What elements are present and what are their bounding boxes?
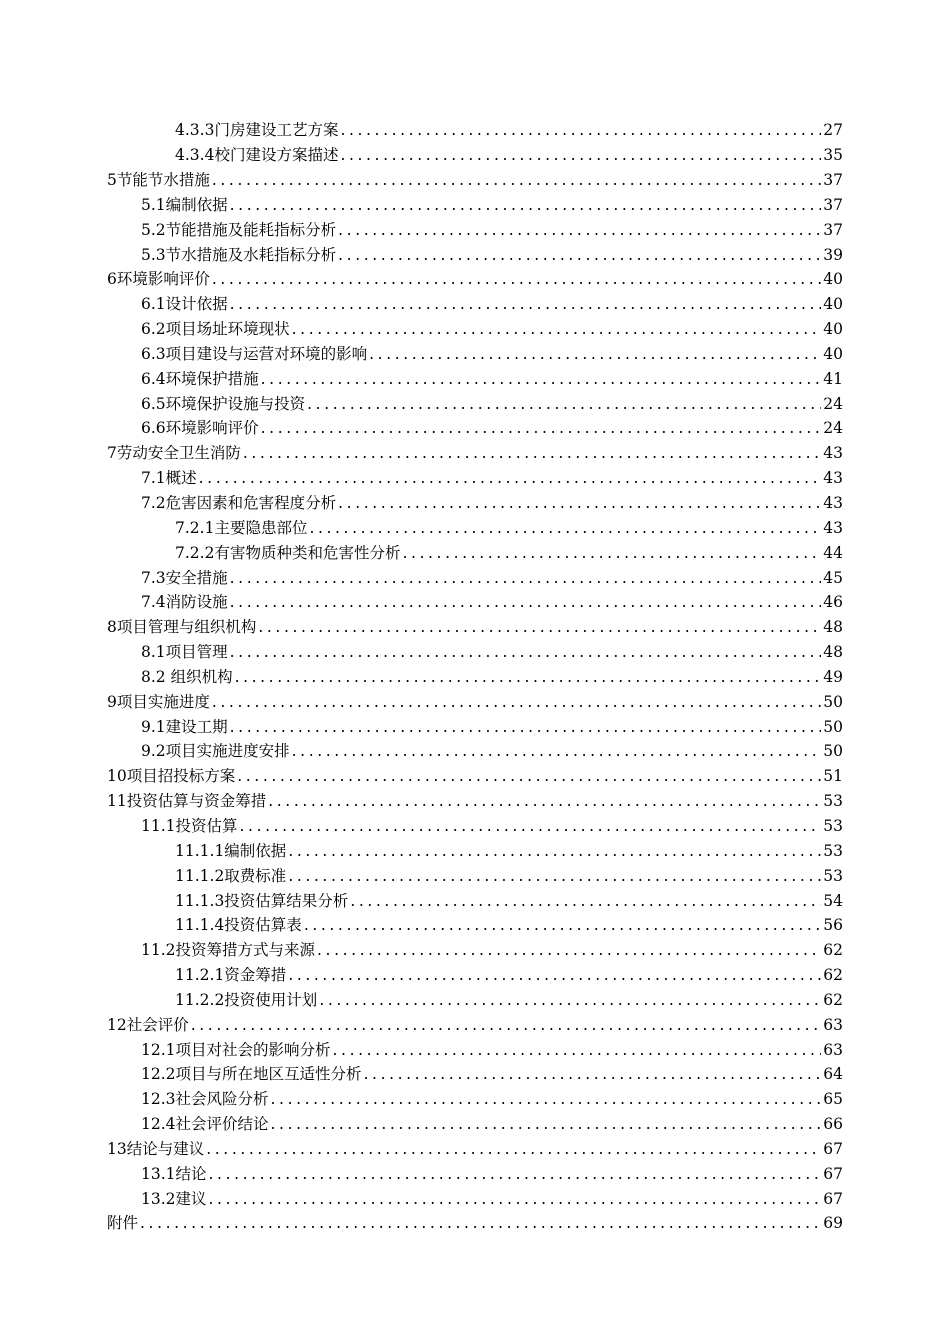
dot-leader [288,869,821,885]
toc-entry-title: 8.1项目管理 [141,643,228,662]
toc-entry-title: 7.1概述 [141,469,197,488]
dot-leader [338,223,821,239]
dot-leader [402,546,821,562]
toc-entry-page-number: 43 [823,518,843,537]
toc-entry-page-number: 53 [823,792,843,811]
toc-entry-title: 11.2.2投资使用计划 [175,990,318,1009]
toc-entry-page-number: 35 [823,146,843,165]
toc-entry-page-number: 27 [823,121,843,140]
toc-entry-title: 5.1编制依据 [141,195,228,214]
dot-leader [258,620,821,636]
toc-entry-page-number: 53 [823,841,843,860]
toc-entry-title: 12.2项目与所在地区互适性分析 [141,1065,362,1084]
toc-entry[interactable] [107,213,843,238]
dot-leader [350,894,821,910]
toc-entry-page-number: 69 [823,1214,843,1233]
toc-entry-title: 6.4环境保护措施 [141,369,259,388]
toc-entry-page-number: 40 [823,270,843,289]
toc-entry-page-number: 62 [823,990,843,1009]
dot-leader [304,918,821,934]
toc-entry-title: 6环境影响评价 [107,270,210,289]
toc-entry[interactable] [107,288,843,313]
toc-entry-page-number: 43 [823,469,843,488]
dot-leader [271,1092,822,1108]
toc-entry-page-number: 37 [823,195,843,214]
toc-entry[interactable] [107,462,843,487]
dot-leader [212,695,821,711]
toc-entry[interactable] [107,238,843,263]
toc-entry-title: 12.1项目对社会的影响分析 [141,1040,331,1059]
toc-entry-page-number: 39 [823,245,843,264]
toc-entry[interactable] [107,313,843,338]
toc-entry-page-number: 51 [823,767,843,786]
toc-entry-title: 11.1投资估算 [141,816,238,835]
dot-leader [338,496,821,512]
toc-entry[interactable] [107,164,843,189]
dot-leader [288,968,821,984]
dot-leader [292,744,822,760]
toc-entry-page-number: 24 [823,419,843,438]
dot-leader [212,272,821,288]
dot-leader [307,397,821,413]
dot-leader [230,595,822,611]
toc-entry-title: 11.1.1编制依据 [175,841,287,860]
toc-entry[interactable] [107,636,843,661]
toc-entry[interactable] [107,1008,843,1033]
toc-entry-page-number: 50 [823,692,843,711]
toc-entry-page-number: 62 [823,941,843,960]
dot-leader [319,993,821,1009]
toc-entry[interactable] [107,661,843,686]
dot-leader [317,943,821,959]
dot-leader [230,198,822,214]
toc-entry-title: 7劳动安全卫生消防 [107,444,241,463]
toc-entry[interactable] [107,1058,843,1083]
toc-entry-page-number: 53 [823,816,843,835]
toc-entry[interactable] [107,611,843,636]
toc-entry-title: 13.1结论 [141,1164,207,1183]
toc-entry-page-number: 65 [823,1090,843,1109]
dot-leader [230,720,822,736]
toc-entry[interactable] [107,735,843,760]
dot-leader [235,670,822,686]
toc-entry-title: 8项目管理与组织机构 [107,618,257,637]
toc-entry[interactable] [107,362,843,387]
dot-leader [271,1117,822,1133]
toc-entry-title: 12.3社会风险分析 [141,1090,269,1109]
toc-entry-title: 4.3.4校门建设方案描述 [175,146,339,165]
dot-leader [309,521,821,537]
toc-entry[interactable] [107,859,843,884]
toc-entry-page-number: 49 [823,667,843,686]
toc-entry-title: 5节能节水措施 [107,171,210,190]
toc-entry[interactable] [107,1182,843,1207]
toc-entry-page-number: 50 [823,742,843,761]
dot-leader [140,1216,821,1232]
toc-entry-title: 10项目招投标方案 [107,767,236,786]
dot-leader [261,372,822,388]
toc-entry[interactable] [107,810,843,835]
toc-entry[interactable] [107,1157,843,1182]
toc-entry-title: 12.4社会评价结论 [141,1115,269,1134]
toc-entry[interactable] [107,884,843,909]
toc-entry-page-number: 48 [823,618,843,637]
toc-entry[interactable] [107,536,843,561]
toc-entry-title: 11.2投资筹措方式与来源 [141,941,316,960]
toc-entry[interactable] [107,1033,843,1058]
toc-entry-title: 11.1.4投资估算表 [175,916,302,935]
toc-entry-page-number: 63 [823,1015,843,1034]
toc-entry[interactable] [107,338,843,363]
toc-entry-title: 7.4消防设施 [141,593,228,612]
dot-leader [212,173,821,189]
toc-entry-title: 4.3.3门房建设工艺方案 [175,121,339,140]
toc-entry[interactable] [107,437,843,462]
dot-leader [240,819,822,835]
toc-entry-title: 9.2项目实施进度安排 [141,742,290,761]
toc-entry[interactable] [107,412,843,437]
toc-entry-page-number: 54 [823,891,843,910]
toc-entry[interactable] [107,487,843,512]
toc-entry-page-number: 53 [823,866,843,885]
toc-entry-page-number: 37 [823,171,843,190]
dot-leader [206,1142,821,1158]
toc-entry-page-number: 67 [823,1164,843,1183]
dot-leader [199,471,822,487]
dot-leader [333,1043,822,1059]
toc-entry-title: 9.1建设工期 [141,717,228,736]
toc-entry-page-number: 37 [823,220,843,239]
toc-entry[interactable] [107,934,843,959]
dot-leader [340,123,821,139]
toc-entry[interactable] [107,1108,843,1133]
toc-entry-title: 7.3安全措施 [141,568,228,587]
dot-leader [340,148,821,164]
toc-entry-title: 11投资估算与资金筹措 [107,792,267,811]
dot-leader [230,571,822,587]
toc-entry[interactable] [107,760,843,785]
toc-entry[interactable] [107,909,843,934]
toc-entry[interactable] [107,834,843,859]
toc-entry-page-number: 24 [823,394,843,413]
toc-entry-page-number: 40 [823,295,843,314]
toc-entry-title: 6.3项目建设与运营对环境的影响 [141,344,368,363]
toc-entry[interactable] [107,263,843,288]
toc-entry-page-number: 50 [823,717,843,736]
dot-leader [364,1067,822,1083]
dot-leader [243,446,821,462]
dot-leader [261,421,822,437]
toc-entry-title: 6.2项目场址环境现状 [141,320,290,339]
toc-entry[interactable] [107,512,843,537]
toc-entry[interactable] [107,685,843,710]
toc-entry[interactable] [107,586,843,611]
toc-entry-page-number: 48 [823,643,843,662]
toc-entry[interactable] [107,984,843,1009]
toc-entry-page-number: 45 [823,568,843,587]
toc-entry-title: 7.2危害因素和危害程度分析 [141,494,337,512]
dot-leader [268,794,821,810]
dot-leader [292,322,822,338]
dot-leader [369,347,821,363]
dot-leader [209,1192,822,1208]
table-of-contents [107,114,843,1232]
toc-entry-title: 11.1.3投资估算结果分析 [175,891,349,910]
toc-entry-page-number: 66 [823,1115,843,1134]
toc-entry-page-number: 40 [823,344,843,363]
toc-entry-page-number: 67 [823,1189,843,1208]
toc-entry-page-number: 64 [823,1065,843,1084]
toc-entry-title: 11.2.1资金筹措 [175,966,287,985]
toc-entry-page-number: 67 [823,1139,843,1158]
toc-entry-title: 7.2.2有害物质种类和危害性分析 [175,543,401,562]
toc-entry-title: 9项目实施进度 [107,692,210,711]
toc-entry[interactable] [107,785,843,810]
toc-entry-page-number: 40 [823,320,843,339]
toc-entry[interactable] [107,114,843,139]
toc-entry-title: 13.2建议 [141,1189,207,1208]
toc-entry-page-number: 62 [823,966,843,985]
toc-entry-title: 5.3节水措施及水耗指标分析 [141,245,337,264]
toc-entry[interactable] [107,1083,843,1108]
toc-entry-title: 12社会评价 [107,1015,189,1034]
toc-entry[interactable] [107,1207,843,1232]
toc-entry-page-number: 44 [823,543,843,562]
toc-entry-title: 7.2.1主要隐患部位 [175,518,308,537]
toc-entry[interactable] [107,710,843,735]
toc-entry-page-number: 56 [823,916,843,935]
toc-entry-title: 6.5环境保护设施与投资 [141,394,306,413]
toc-entry-title: 6.6环境影响评价 [141,419,259,438]
dot-leader [237,769,821,785]
toc-entry-title: 13结论与建议 [107,1139,205,1158]
toc-entry-title: 5.2节能措施及能耗指标分析 [141,220,337,239]
toc-entry[interactable] [107,959,843,984]
toc-entry-page-number: 43 [823,494,843,512]
toc-entry-page-number: 46 [823,593,843,612]
toc-entry[interactable] [107,189,843,214]
toc-entry[interactable] [107,561,843,586]
dot-leader [338,248,821,264]
toc-entry-title: 8.2 组织机构 [141,667,233,686]
toc-entry[interactable] [107,139,843,164]
toc-entry[interactable] [107,1133,843,1158]
toc-entry[interactable] [107,387,843,412]
dot-leader [191,1018,822,1034]
toc-entry-title: 6.1设计依据 [141,295,228,314]
dot-leader [230,645,822,661]
toc-entry-page-number: 63 [823,1040,843,1059]
dot-leader [230,297,822,313]
toc-entry-page-number: 43 [823,444,843,463]
dot-leader [209,1167,822,1183]
toc-entry-title: 11.1.2取费标准 [175,866,287,885]
toc-entry-title: 附件 [107,1214,139,1233]
dot-leader [288,844,821,860]
toc-entry-page-number: 41 [823,369,843,388]
